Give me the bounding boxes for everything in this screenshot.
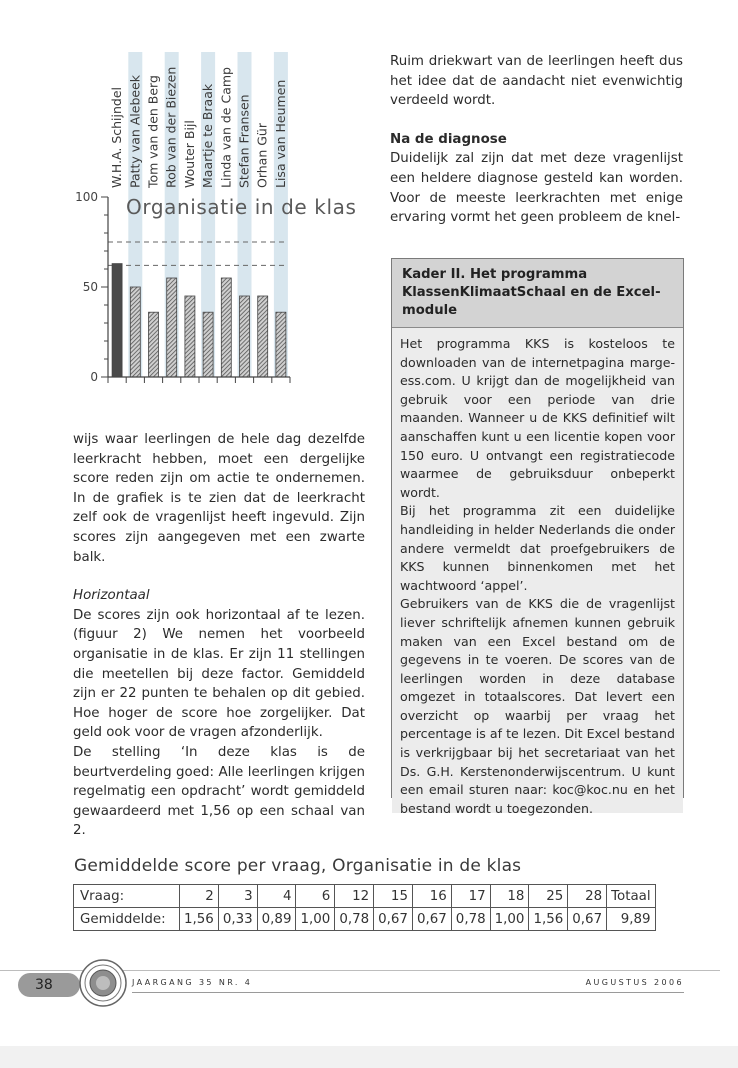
category-label: Linda van de Camp: [218, 67, 234, 188]
category-label: Patty van Alebeek: [127, 74, 143, 188]
student-bar: [203, 312, 213, 377]
average-value: 0,67: [568, 908, 607, 931]
average-value: 0,33: [218, 908, 257, 931]
table-title: Gemiddelde score per vraag, Organisatie in de klas: [74, 856, 522, 876]
question-number: 17: [451, 885, 490, 908]
divider: [132, 992, 684, 993]
row-label: Vraag:: [74, 885, 180, 908]
student-bar: [149, 312, 159, 377]
average-value: 0,67: [412, 908, 451, 931]
page-number: 38: [18, 973, 80, 997]
chart-title: Organisatie in de klas: [126, 195, 357, 219]
y-tick-label: 50: [82, 280, 98, 294]
table-row: [74, 885, 656, 908]
row-label: Gemiddelde:: [74, 908, 180, 931]
paragraph: Ruim driekwart van de leerlingen heeft dus het idee dat de aandacht niet evenwichtig verdeeld wordt.: [390, 54, 683, 109]
average-value: 1,00: [490, 908, 529, 931]
student-bar: [185, 296, 195, 377]
student-bar: [258, 296, 268, 377]
issue-label: JAARGANG 35 NR. 4: [132, 978, 253, 987]
section-heading: Horizontaal: [73, 588, 150, 604]
section-heading: Na de diagnose: [390, 131, 507, 147]
paragraph: Gebruikers van de KKS die de vragenlijst liever schriftelijk afnemen kunnen gebruik maken van een Excel bestand om de gegevens in te voeren. De scores van de leerlingen worden in deze database omgezet in totaalscores. Dat levert een overzicht op waarbij per vraag het percentage is af te lezen. Dit Excel bestand is verkrijgbaar bij het secretariaat van het Ds. G.H. Kerstenonderwijscentrum. U kunt een email sturen naar: koc@koc.nu en het bestand wordt u toegezonden.: [400, 596, 675, 816]
category-label: Lisa van Heumen: [272, 79, 288, 188]
average-value: 1,56: [529, 908, 568, 931]
category-label: Stefan Fransen: [236, 94, 252, 188]
student-bar: [167, 278, 177, 377]
question-number: 2: [180, 885, 219, 908]
paragraph: Bij het programma zit een duidelijke handleiding in helder Nederlands die onder andere vermeldt dat proefgebruikers de KKS kunnen binnenkomen met het wachtwoord ‘appel’.: [400, 503, 675, 593]
paragraph: wijs waar leerlingen de hele dag dezelfde leerkracht hebben, moet een dergelijke score reden zijn om actie te ondernemen. In de grafiek is te zien dat de leerkracht zelf ook de vragenlijst heeft ingevuld. Zijn scores zijn aangegeven met een zwarte balk.: [73, 432, 365, 565]
average-value: 1,00: [296, 908, 335, 931]
question-number: 6: [296, 885, 335, 908]
box-title: Kader II. Het programma KlassenKlimaatSchaal en de Excel-module: [392, 259, 683, 328]
question-number: Totaal: [607, 885, 655, 908]
question-number: 3: [218, 885, 257, 908]
paragraph: Duidelijk zal zijn dat met deze vragenlijst een heldere diagnose gesteld kan worden. Voor de meeste leerkrachten met enige ervaring vormt het geen probleem de knel-: [390, 151, 683, 226]
paragraph: De stelling ‘In deze klas is de beurtverdeling goed: Alle leerlingen krijgen regelmatig een opdracht’ wordt gemiddeld gewaardeerd met 1,56 op een schaal van 2.: [73, 744, 365, 839]
bar-chart: [40, 40, 370, 400]
y-tick-label: 0: [90, 370, 98, 384]
category-label: Wouter Bijl: [181, 120, 197, 188]
average-value: 0,78: [451, 908, 490, 931]
question-number: 15: [374, 885, 413, 908]
category-label: Maartje te Braak: [200, 83, 216, 188]
student-bar: [130, 287, 140, 377]
left-column-text: [73, 430, 365, 841]
student-bar: [276, 312, 286, 377]
paragraph: Het programma KKS is kosteloos te downloaden van de internetpagina marge-ess.com. U krijgt dan de mogelijkheid van gebruik voor een periode van drie maanden. Wanneer u de KKS definitief wilt aanschaffen kunt u een licentie kopen voor 150 euro. U ontvangt een registratiecode waarmee de gebruiksduur onbeperkt wordt.: [400, 336, 675, 500]
box-body: [392, 328, 683, 816]
category-label: Tom van den Berg: [145, 75, 161, 188]
category-label: W.H.A. Schijndel: [109, 86, 125, 188]
question-number: 12: [335, 885, 374, 908]
average-value: 1,56: [180, 908, 219, 931]
paragraph: De scores zijn ook horizontaal af te lezen. (figuur 2) We nemen het voorbeeld organisatie in de klas. Er zijn 11 stellingen die meetellen bij deze factor. Gemiddeld zijn er 22 punten te behalen op dit gebied. Hoe hoger de score hoe zorgelijker. Dat geld ook voor de vragen afzonderlijk.: [73, 607, 365, 741]
average-value: 9,89: [607, 908, 655, 931]
student-bar: [240, 296, 250, 377]
category-label: Rob van der Biezen: [163, 66, 179, 188]
question-number: 28: [568, 885, 607, 908]
average-value: 0,67: [374, 908, 413, 931]
teacher-bar: [112, 264, 122, 377]
average-value: 0,89: [257, 908, 296, 931]
table-row: [74, 908, 656, 931]
average-value: 0,78: [335, 908, 374, 931]
question-number: 18: [490, 885, 529, 908]
page-edge: [0, 1046, 738, 1068]
question-number: 4: [257, 885, 296, 908]
student-bar: [221, 278, 231, 377]
category-label: Orhan Gür: [254, 123, 270, 188]
seal-icon: [78, 958, 128, 1008]
question-number: 25: [529, 885, 568, 908]
sidebar-box: [391, 258, 684, 816]
date-label: AUGUSTUS 2006: [585, 978, 684, 987]
score-table: [73, 884, 656, 931]
right-column-text: [390, 52, 683, 228]
question-number: 16: [412, 885, 451, 908]
y-tick-label: 100: [75, 190, 98, 204]
